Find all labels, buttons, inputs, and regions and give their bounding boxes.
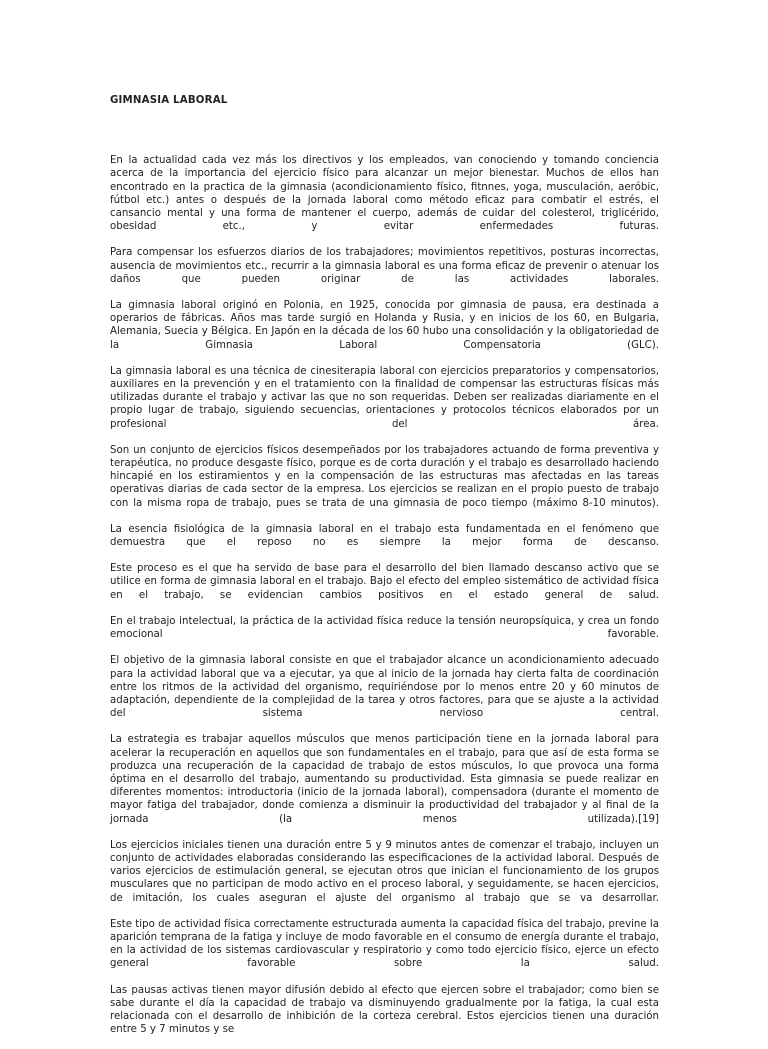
paragraph-physical-activity: Este tipo de actividad física correctamente estructurada aumenta la capacidad física del trabajo, previne la aparición temprana de la fatiga y incluye de modo favorable en el consumo de energía durante el trabajo, en la actividad de los sistemas cardiovascular y respiratorio y como todo ejercicio físico, ejerce un efecto general favorable sobre la salud. [110,918,659,970]
paragraph-exercises: Son un conjunto de ejercicios físicos desempeñados por los trabajadores actuando de forma preventiva y terapéutica, no produce desgaste físico, porque es de corta duración y el trabajo es desarrollado haciendo hincapié en los estiramientos y en la compensación de las estructuras mas afectadas en las tareas operativas diarias de cada sector de la empresa. Los ejercicios se realizan en el propio puesto de trabajo con la misma ropa de trabajo, pues se trata de una gimnasia de poco tiempo (máximo 8-10 minutos). [110,444,659,509]
paragraph-active-rest: Este proceso es el que ha servido de base para el desarrollo del bien llamado descanso activo que se utilice en forma de gimnasia laboral en el trabajo. Bajo el efecto del empleo sistemático de actividad física en el trabajo, se evidencian cambios positivos en el estado general de salud. [110,563,659,601]
document-page [110,94,659,1049]
paragraph-history: La gimnasia laboral originó en Polonia, en 1925, conocida por gimnasia de pausa, era destinada a operarios de fábricas. Años mas tarde surgió en Holanda y Rusia, y en inicios de los 60, en Bulgaria, Alemania, Suecia y Bélgica. En Japón en la década de los 60 hubo una consolidación y la obligatoriedad de la Gimnasia Laboral Compensatoria (GLC). [110,300,659,351]
paragraph-intellectual-work: En el trabajo intelectual, la práctica de la actividad física reduce la tensión neuropsíquica, y crea un fondo emocional favorable. [110,615,659,641]
paragraph-physiology: La esencia fisiológica de la gimnasia laboral en el trabajo esta fundamentada en el fenómeno que demuestra que el reposo no es siempre la mejor forma de descanso. [110,523,659,549]
paragraph-initial-exercises: Los ejercicios iniciales tienen una duración entre 5 y 9 minutos antes de comenzar el trabajo, incluyen un conjunto de actividades elaboradas considerando las especificaciones de la actividad laboral. Después de varios ejercicios de estimulación general, se ejecutan otros que inician el funcionamiento de los grupos musculares que no participan de modo activo en el proceso laboral, y seguidamente, se hacen ejercicios, de imitación, los cuales aseguran el ajuste del organismo al trabajo que se va desarrollar. [110,839,659,904]
paragraph-compensation: Para compensar los esfuerzos diarios de los trabajadores; movimientos repetitivos, posturas incorrectas, ausencia de movimientos etc., recurrir a la gimnasia laboral es una forma eficaz de prevenir o atenuar los daños que pueden originar de las actividades laborales. [110,247,659,285]
paragraph-strategy: La estrategia es trabajar aquellos músculos que menos participación tiene en la jornada laboral para acelerar la recuperación en aquellos que son fundamentales en el trabajo, para que así de esta forma se produzca una recuperación de la capacidad de trabajo de estos músculos, lo que provoca una forma óptima en el desarrollo del trabajo, aumentando su productividad. Esta gimnasia se puede realizar en diferentes momentos: introductoria (inicio de la jornada laboral), compensadora (durante el momento de mayor fatiga del trabajador, donde comienza a disminuir la productividad del trabajador y al final de la jornada (la menos utilizada).[19] [110,734,659,825]
paragraph-active-pauses: Las pausas activas tienen mayor difusión debido al efecto que ejercen sobre el trabajador; como bien se sabe durante el día la capacidad de trabajo va disminuyendo gradualmente por la fatiga, la cual esta relacionada con el desarrollo de inhibición de la corteza cerebral. Estos ejercicios tienen una duración entre 5 y 7 minutos y se [110,984,659,1036]
paragraph-objective: El objetivo de la gimnasia laboral consiste en que el trabajador alcance un acondicionamiento adecuado para la actividad laboral que va a ejecutar, ya que al inicio de la jornada hay cierta falta de coordinación entre los ritmos de la actividad del organismo, requiriéndose por lo menos entre 20 y 60 minutos de adaptación, dependiente de la complejidad de la tarea y otros factores, para que se ajuste a la actividad del sistema nervioso central. [110,655,659,720]
paragraph-definition: La gimnasia laboral es una técnica de cinesiterapia laboral con ejercicios preparatorios y compensatorios, auxiliares en la prevención y en el tratamiento con la finalidad de compensar las estructuras físicas más utilizadas durante el trabajo y activar las que no son requeridas. Deben ser realizadas diariamente en el propio lugar de trabajo, siguiendo secuencias, orientaciones y protocolos técnicos elaborados por un profesional del área. [110,365,659,430]
paragraph-intro: En la actualidad cada vez más los directivos y los empleados, van conociendo y tomando conciencia acerca de la importancia del ejercicio físico para alcanzar un mejor bienestar. Muchos de ellos han encontrado en la practica de la gimnasia (acondicionamiento físico, fitnnes, yoga, musculación, aeróbic, fútbol etc.) antes o después de la jornada laboral como método eficaz para combatir el estrés, el cansancio mental y una forma de mantener el cuerpo, además de cuidar del colesterol, triglicérido, obesidad etc., y evitar enfermedades futuras. [110,155,659,233]
document-title: GIMNASIA LABORAL [110,95,228,106]
